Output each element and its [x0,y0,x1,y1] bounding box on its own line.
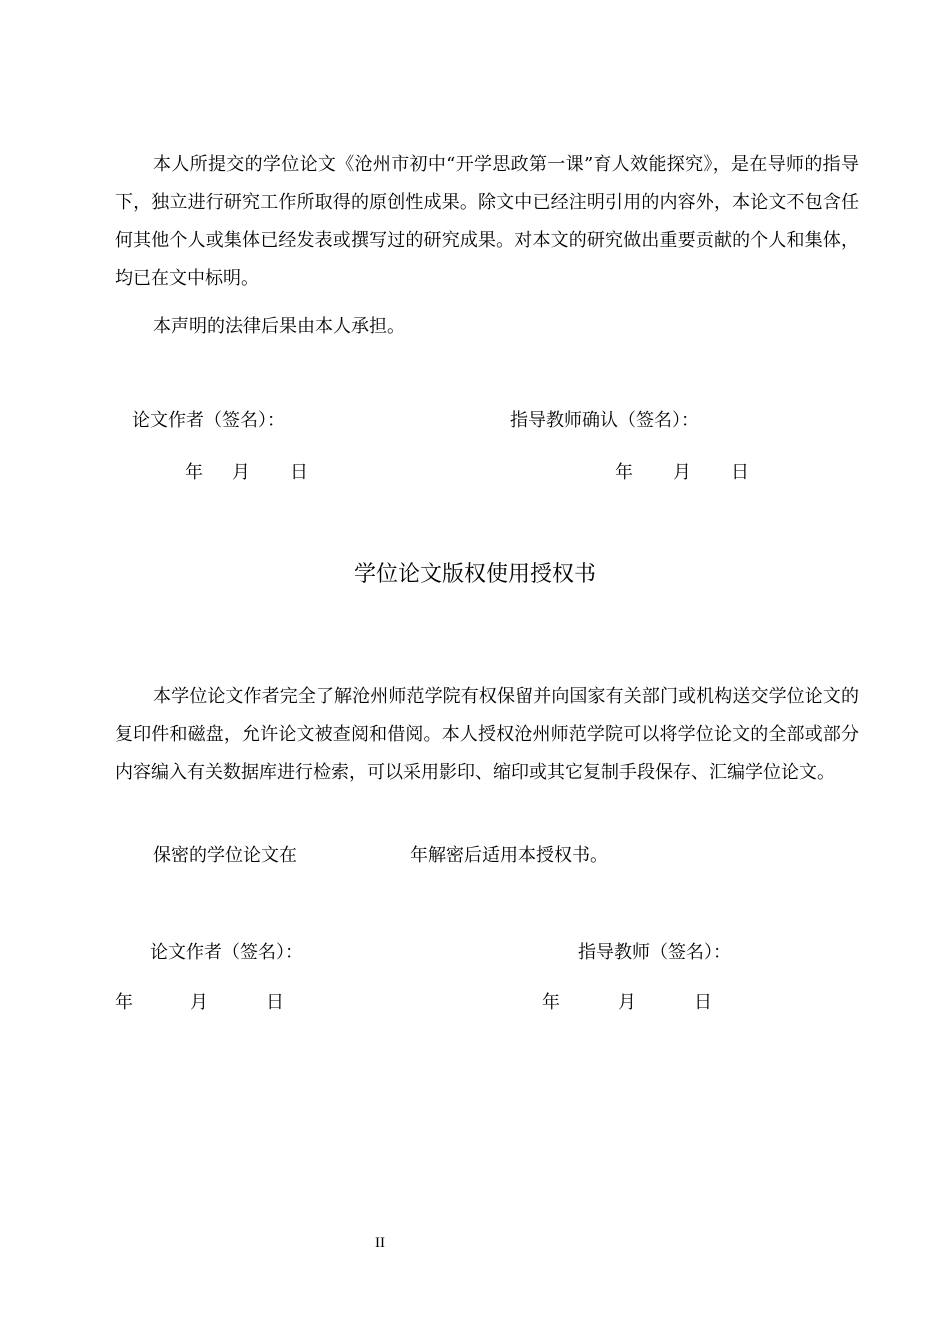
date-year-label: 年 [615,462,633,483]
author-signature-label: 论文作者（签名）： [150,942,303,963]
date-year-label: 年 [185,462,203,483]
advisor-confirm-signature-label: 指导教师确认（签名）： [510,410,699,431]
legal-consequence-statement: 本声明的法律后果由本人承担。 [153,316,405,337]
author-signature-label: 论文作者（签名）： [132,410,285,431]
declaration-paragraph: 本人所提交的学位论文《沧州市初中“开学思政第一课”育人效能探究》，是在导师的指导下，独立进行研究工作所取得的原创性成果。除文中已经注明引用的内容外，本论文不包含任何其他个人或集体已经发表或撰写过的研究成果。对本文的研究做出重要贡献的个人和集体，均已在文中标明。 [115,154,859,289]
authorization-paragraph: 本学位论文作者完全了解沧州师范学院有权保留并向国家有关部门或机构送交学位论文的复印件和磁盘，允许论文被查阅和借阅。本人授权沧州师范学院可以将学位论文的全部或部分内容编入有关数据库进行检索，可以采用影印、缩印或其它复制手段保存、汇编学位论文。 [115,686,859,783]
confidential-suffix: 年解密后适用本授权书。 [410,845,608,866]
date-day-label: 日 [731,462,749,483]
date-day-label: 日 [290,462,308,483]
date-month-label: 月 [232,462,250,483]
advisor-signature-label: 指导教师（签名）： [578,942,731,963]
page-number: II [375,1235,385,1251]
date-year-label: 年 [115,992,133,1013]
date-month-label: 月 [618,992,636,1013]
date-year-label: 年 [542,992,560,1013]
confidential-prefix: 保密的学位论文在 [153,845,297,866]
authorization-title: 学位论文版权使用授权书 [353,562,596,587]
date-month-label: 月 [190,992,208,1013]
date-day-label: 日 [266,992,284,1013]
date-day-label: 日 [694,992,712,1013]
date-month-label: 月 [673,462,691,483]
